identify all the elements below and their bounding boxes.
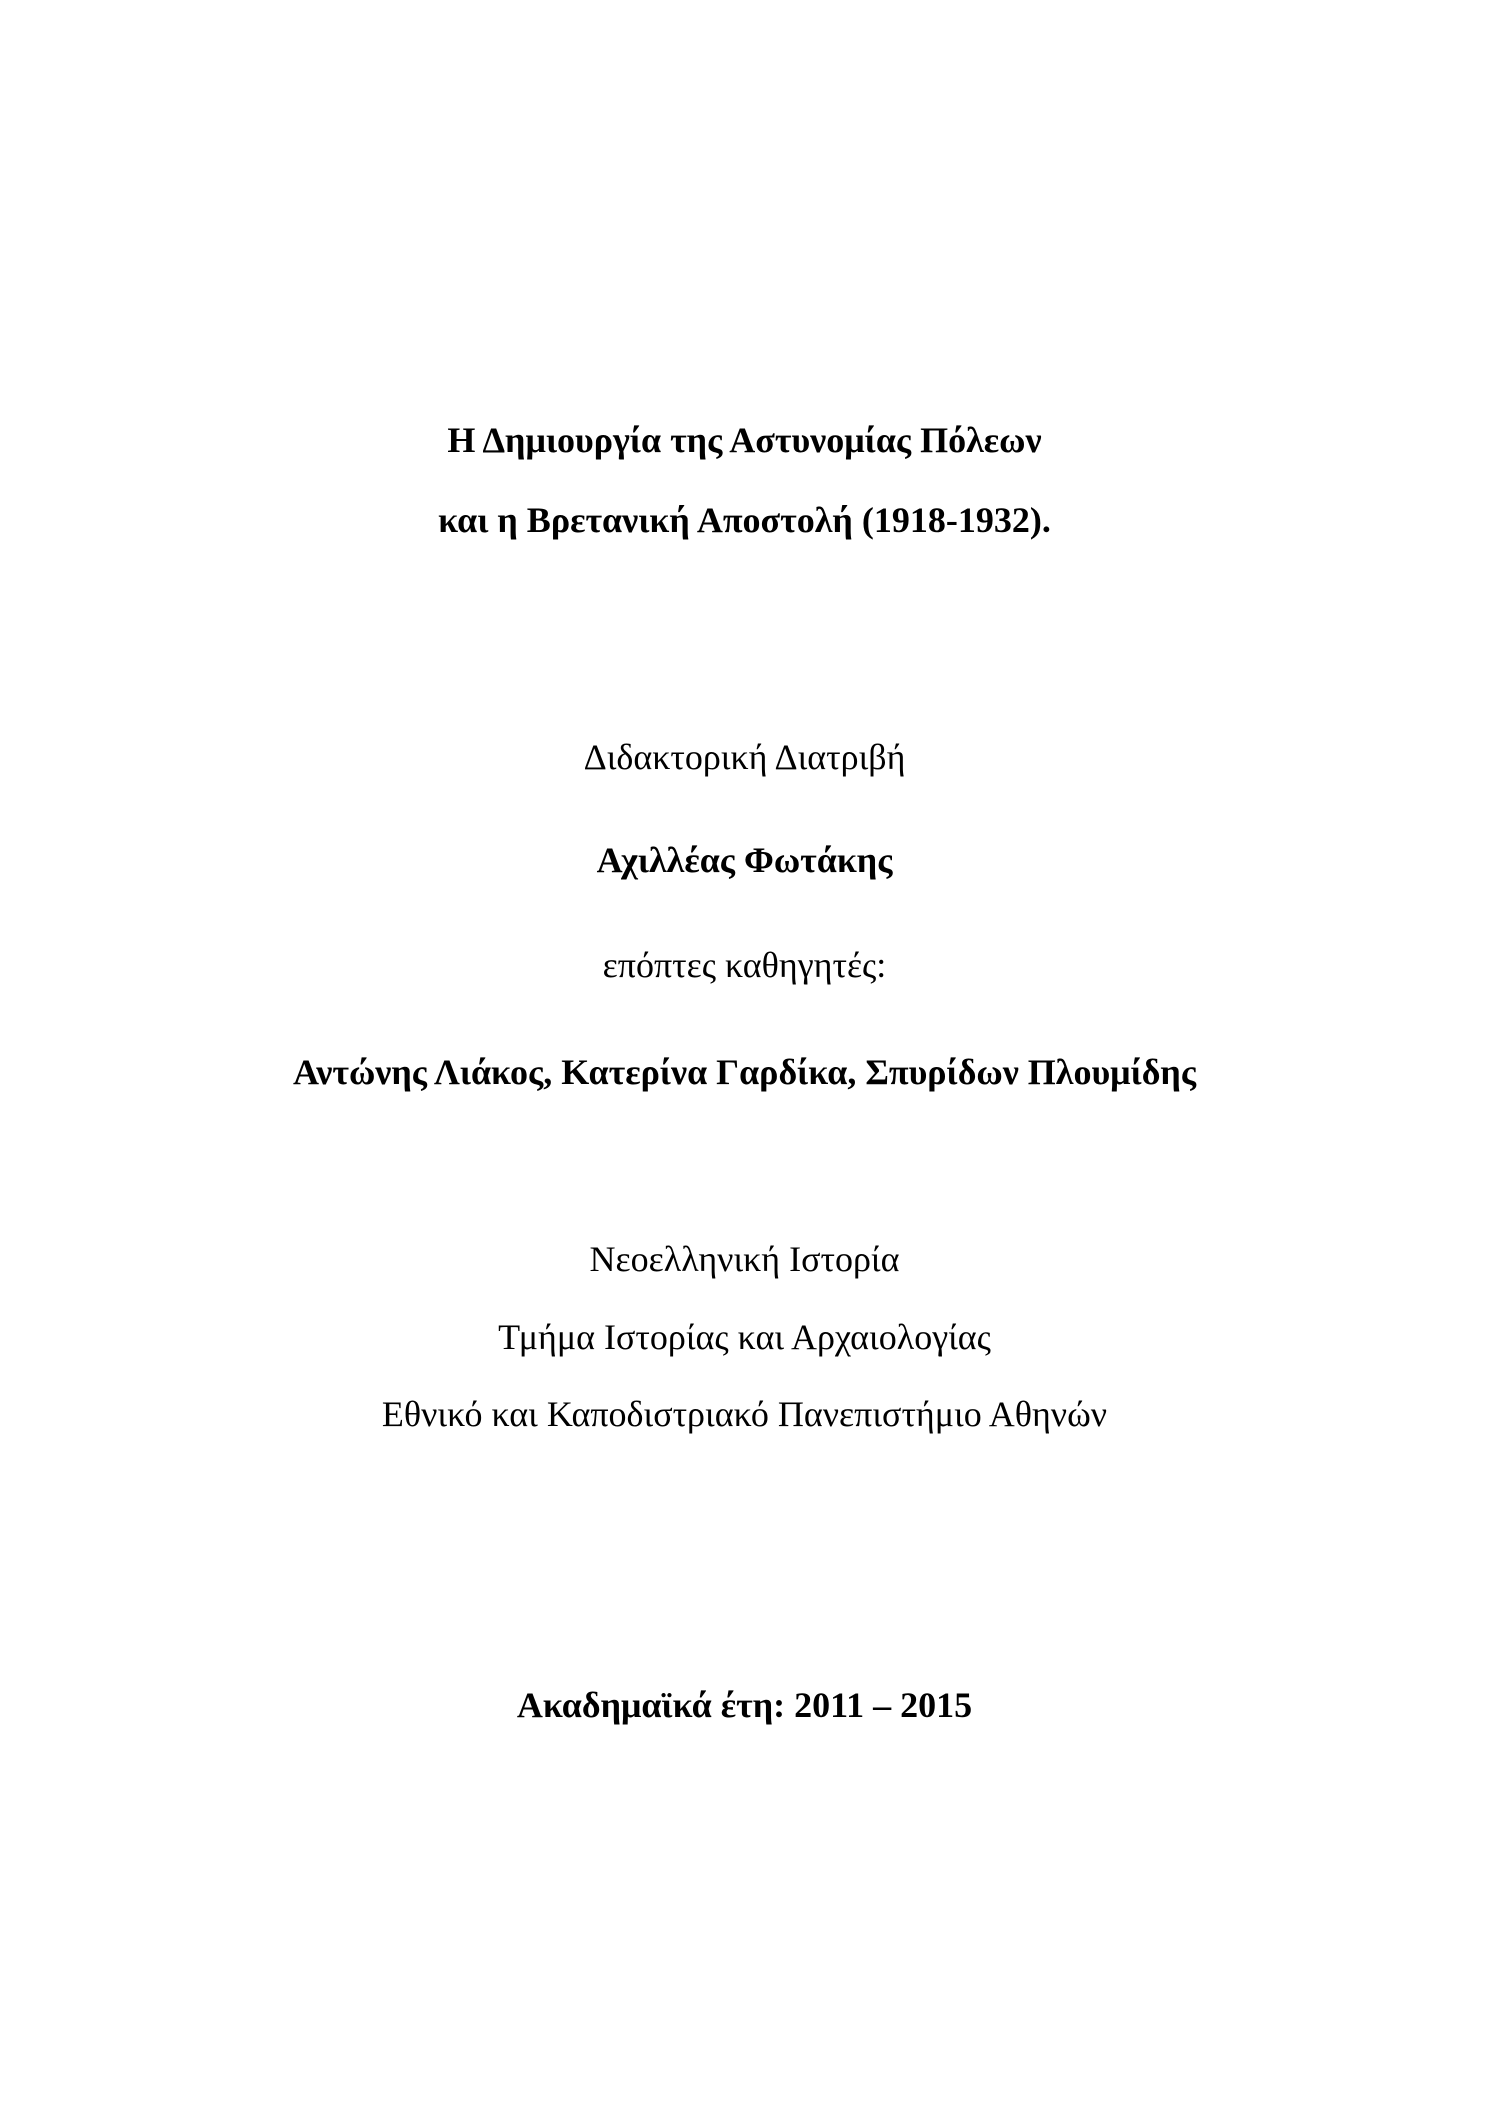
field-of-study: Νεοελληνική Ιστορία: [589, 1239, 900, 1279]
academic-years: Ακαδημαϊκά έτη: 2011 – 2015: [516, 1685, 973, 1725]
author-name: Αχιλλέας Φωτάκης: [596, 840, 893, 880]
department-name: Τμήμα Ιστορίας και Αρχαιολογίας: [498, 1317, 991, 1357]
document-type: Διδακτορική Διατριβή: [583, 737, 906, 777]
supervisors-label: επόπτες καθηγητές:: [602, 945, 887, 985]
thesis-title-line-2: και η Βρετανική Αποστολή (1918-1932).: [438, 500, 1051, 540]
thesis-title-line-1: Η Δημιουργία της Αστυνομίας Πόλεων: [447, 420, 1042, 460]
university-name: Εθνικό και Καποδιστριακό Πανεπιστήμιο Αθηνών: [381, 1394, 1108, 1434]
supervisors-names: Αντώνης Λιάκος, Κατερίνα Γαρδίκα, Σπυρίδων Πλουμίδης: [292, 1052, 1197, 1092]
